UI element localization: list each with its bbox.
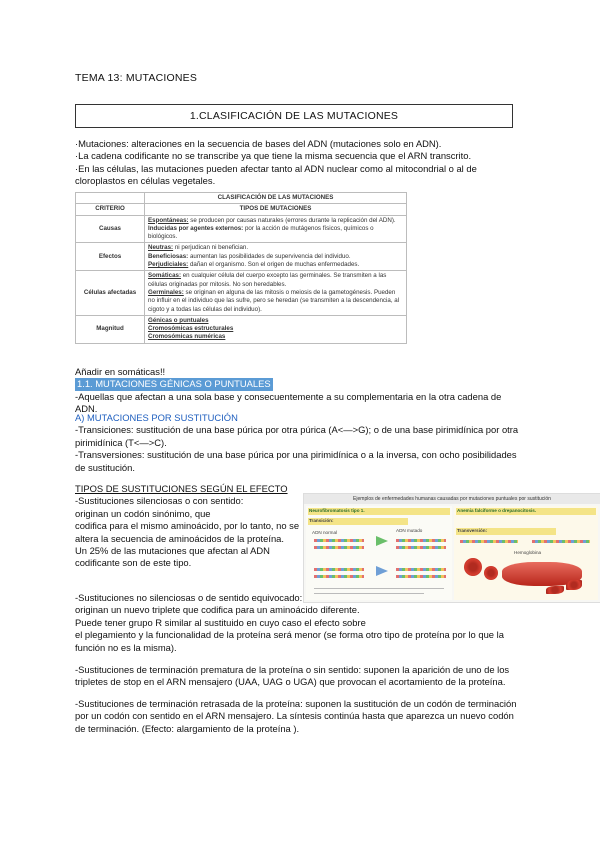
heading-mutaciones-genicas: 1.1. MUTACIONES GÉNICAS O PUNTUALES xyxy=(77,378,271,390)
mutation-examples-figure xyxy=(303,493,600,603)
table-row xyxy=(76,243,407,271)
figure-right-heading: Anemia falciforme o drepanocitosis. xyxy=(457,508,537,513)
silenciosas-line: -Sustituciones silenciosas o con sentido: xyxy=(75,495,244,507)
classification-table xyxy=(75,192,407,344)
transiciones-text: -Transiciones: sustitución de una base púrica por otra púrica (A<—>G); o de una base pirimidínica por otra pirimidínica (T<—>C). xyxy=(75,424,519,448)
criterio-cell: Células afectadas xyxy=(76,271,145,315)
no-silenciosas-line: -Sustituciones no silenciosas o de sentido equivocado: xyxy=(75,592,303,603)
figure-adn-mutado-label: ADN mutado xyxy=(396,528,423,533)
transversiones-text: -Transversiones: sustitución de una base púrica por una pirimidínica o a la inversa, con ocho posibilidades de sustitución. xyxy=(75,449,517,473)
figure-adn-normal-label: ADN normal xyxy=(312,530,338,535)
table-header-row xyxy=(76,204,407,215)
table-title-row xyxy=(76,193,407,204)
tipo-text: aumentan las posibilidades de supervivencia del individuo. xyxy=(188,252,351,260)
tipo-term: Beneficiosas: xyxy=(148,252,189,260)
tipo-text: se originan en alguna de las mitosis o meiosis de la gametogénesis. Pueden no influir en el individuo que las sufre, pero se heredan (se transmiten a la descendencia, al cigoto y a todas las células del individuo). xyxy=(148,288,400,313)
tipo-text: se producen por causas naturales (errores durante la replicación del ADN). xyxy=(188,216,396,224)
figure-transversion-label: Transversión: xyxy=(457,528,488,533)
tipo-term: Cromosómicas estructurales xyxy=(148,325,234,333)
silenciosas-line: originan un codón sinónimo, que xyxy=(75,507,211,519)
intro-line: ·Mutaciones: alteraciones en la secuencia de bases del ADN (mutaciones solo en ADN). xyxy=(75,138,442,149)
section-heading-box: 1.CLASIFICACIÓN DE LAS MUTACIONES xyxy=(75,104,513,128)
tipo-term: Cromosómicas numéricas xyxy=(148,333,226,341)
silenciosas-line: Un 25% de las mutaciones que afectan al ADN xyxy=(75,545,270,557)
tipos-cell xyxy=(145,315,407,343)
table-row xyxy=(76,271,407,315)
definition-text: -Aquellas que afectan a una sola base y consecuentemente a su complementaria en la otra cadena de ADN. xyxy=(75,390,502,415)
intro-paragraph xyxy=(75,138,520,188)
tipo-text: por la acción de mutágenos físicos, químicos o biológicos. xyxy=(148,224,374,241)
silenciosas-line: codifica para el mismo aminoácido, por lo tanto, no se xyxy=(75,520,300,532)
figure-transicion-label: Transición: xyxy=(309,518,334,523)
heading-sustitucion: A) MUTACIONES POR SUSTITUCIÓN xyxy=(75,412,238,423)
figure-neurofibromatosis-panel xyxy=(306,506,452,600)
tipo-term: Somáticas: xyxy=(148,272,182,280)
intro-line: ·En las células, las mutaciones pueden afectar tanto al ADN nuclear como al mitocondrial o al de cloroplastos en células vegetales. xyxy=(75,162,477,187)
tipo-term: Inducidas por agentes externos: xyxy=(148,224,244,232)
criterio-cell: Magnitud xyxy=(76,315,145,343)
terminacion-retrasada-para: -Sustituciones de terminación retrasada de la proteína: suponen la sustitución de un codón de terminación por un codón con sentido en el ARN mensajero. La síntesis continúa hasta que aparezca un nuevo codón de terminación. (Efecto: alargamiento de la proteína ). xyxy=(75,698,517,734)
terminacion-prematura-para: -Sustituciones de terminación prematura de la proteína o sin sentido: suponen la aparición de uno de los tripletes de stop en el ARN mensajero (UAA, UAG o UGA) que provocan el acortamiento de la proteína. xyxy=(75,664,510,688)
tipos-cell xyxy=(145,243,407,271)
silenciosas-line: codificante son de este tipo. xyxy=(75,557,192,569)
criterio-cell: Causas xyxy=(76,215,145,243)
table-title: CLASIFICACIÓN DE LAS MUTACIONES xyxy=(145,193,407,204)
silenciosas-line: altera la secuencia de aminoácidos de la proteína. xyxy=(75,532,284,544)
terminacion-retrasada-text xyxy=(75,698,520,735)
no-silenciosas-line: originan un nuevo triplete que codifica para un aminoácido diferente. xyxy=(75,604,360,616)
no-silenciosas-block xyxy=(75,592,520,654)
table-row xyxy=(76,215,407,243)
document-title: TEMA 13: MUTACIONES xyxy=(75,72,198,84)
tipo-term: Génicas o puntuales xyxy=(148,316,209,324)
no-silenciosas-line: el plegamiento y la funcionalidad de la proteína será menor (se forma otro tipo de proteína por lo que la función no es la misma). xyxy=(75,629,504,653)
column-tipos: TIPOS DE MUTACIONES xyxy=(145,204,407,215)
tipos-cell xyxy=(145,271,407,315)
tipo-text: dañan el organismo. Son el origen de muchas enfermedades. xyxy=(188,261,360,269)
figure-left-heading: Neurofibromatosis tipo 1. xyxy=(309,508,365,513)
tipo-text: en cualquier célula del cuerpo excepto las germinales. Se transmiten a las células originadas por mitosis. No son heredables. xyxy=(148,272,387,288)
note-text: Añadir en somáticas!! xyxy=(75,366,166,377)
table-row xyxy=(76,315,407,343)
tipos-sustituciones-block xyxy=(75,483,300,570)
criterio-cell: Efectos xyxy=(76,243,145,271)
tipo-term: Espontáneas: xyxy=(148,216,189,224)
no-silenciosas-line: Puede tener grupo R similar al sustituido en cuyo caso el efecto sobre xyxy=(75,616,366,628)
intro-line: ·La cadena codificante no se transcribe ya que tiene la misma secuencia que el ARN transcrito. xyxy=(75,150,472,162)
column-criterio: CRITERIO xyxy=(76,204,145,215)
figure-anemia-panel xyxy=(454,506,598,600)
terminacion-prematura-text xyxy=(75,664,520,689)
figure-hemoglobina-label: Hemoglobina xyxy=(514,550,542,555)
tipo-term: Germinales: xyxy=(148,288,184,296)
sustitucion-block xyxy=(75,412,520,474)
heading-tipos-sustituciones: TIPOS DE SUSTITUCIONES SEGÚN EL EFECTO xyxy=(75,483,288,494)
figure-title: Ejemplos de enfermedades humanas causadas por mutaciones puntuales por sustitución xyxy=(304,494,600,504)
tipo-term: Perjudiciales: xyxy=(148,261,189,269)
tipo-term: Neutras: xyxy=(148,244,174,252)
tipos-cell xyxy=(145,215,407,243)
tipo-text: ni perjudican ni benefician. xyxy=(173,244,249,252)
mutaciones-genicas-block xyxy=(75,366,520,416)
